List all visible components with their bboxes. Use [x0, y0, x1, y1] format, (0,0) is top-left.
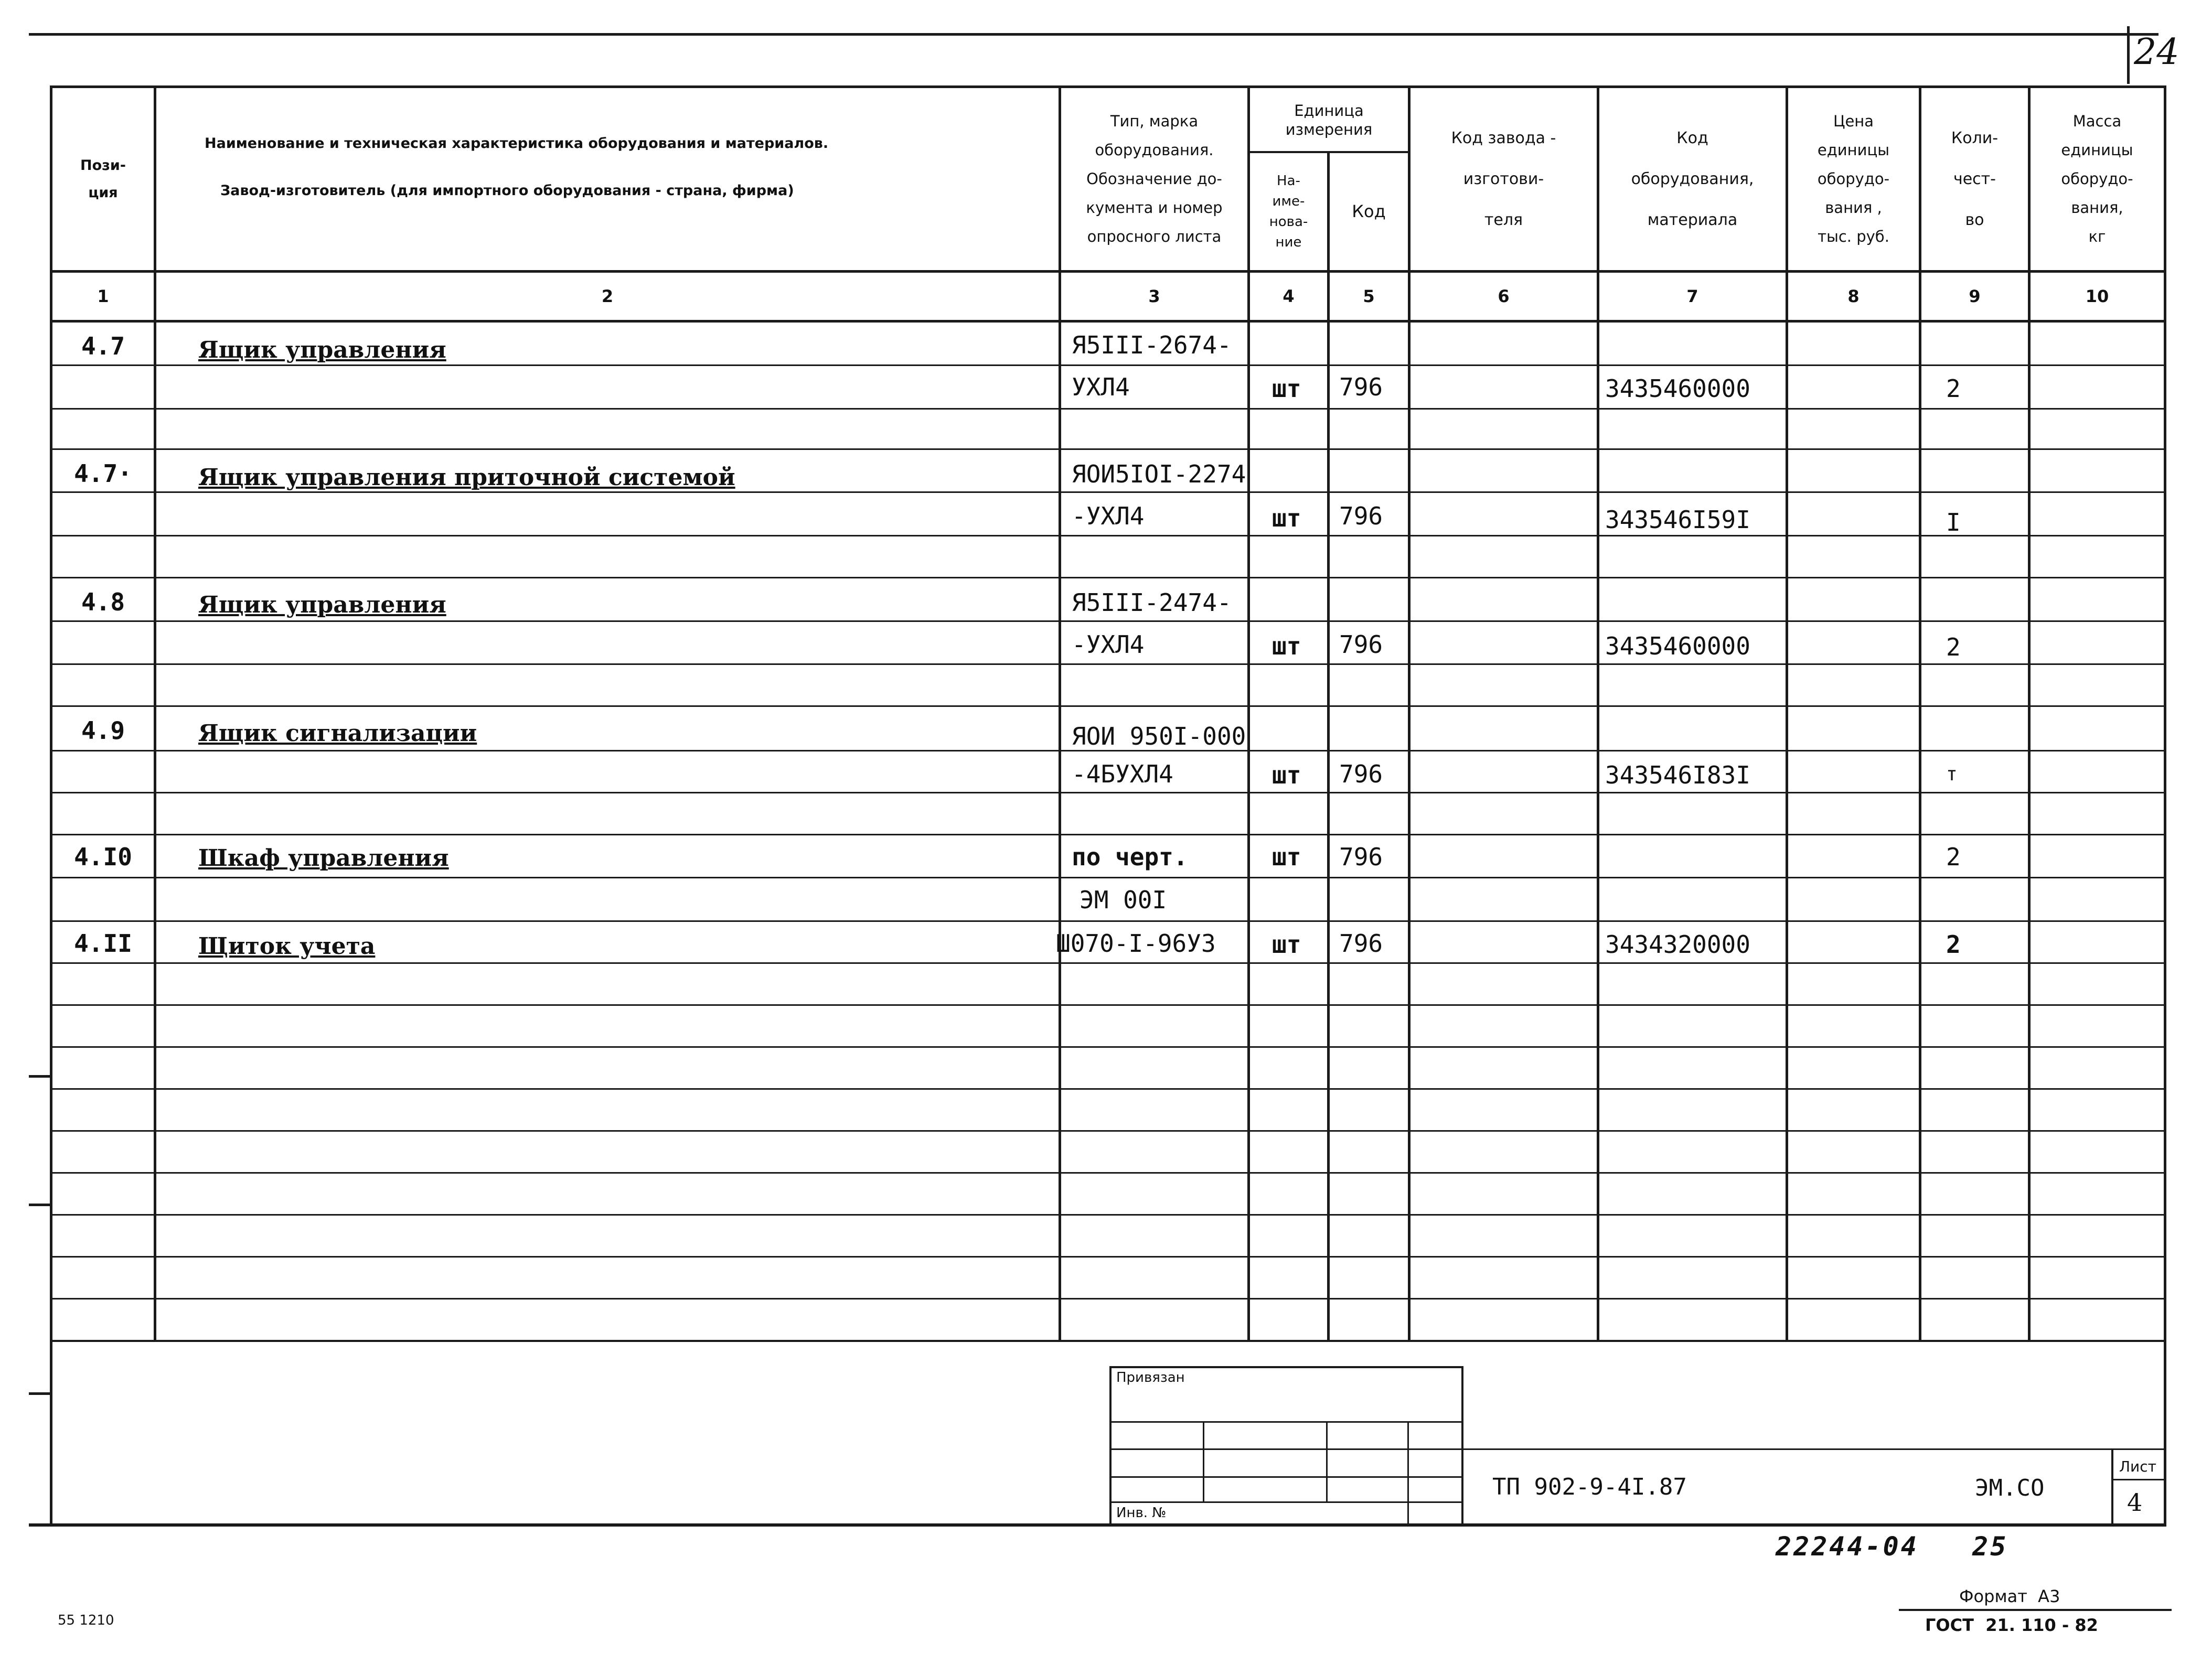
page-number-box-left [2127, 26, 2130, 84]
top-border-line [29, 33, 2158, 36]
column-number: 9 [1969, 286, 1981, 306]
table-border-bottom [29, 1523, 2166, 1527]
margin-tick [29, 1392, 50, 1395]
row-unit: шт [1272, 930, 1301, 959]
document-mark: ЭМ.СО [1975, 1475, 2045, 1501]
row-unit-code: 796 [1339, 843, 1383, 871]
column-number: 10 [2085, 286, 2109, 306]
header-col6: Код завода - изготови- теля [1451, 128, 1556, 229]
row-position: 4.7 [81, 332, 125, 360]
row-unit: шт [1272, 374, 1301, 403]
row-name: Щиток учета [198, 932, 376, 960]
row-unit-code: 796 [1339, 502, 1383, 530]
column-number: 6 [1498, 286, 1510, 306]
row-rule [50, 920, 2166, 922]
col-line [1327, 151, 1330, 1341]
page-number: 24 [2134, 31, 2179, 73]
stamp-line [1109, 1448, 1463, 1450]
sheet-label: Лист [2119, 1458, 2156, 1475]
row-quantity: 2 [1946, 843, 1961, 871]
column-number: 5 [1363, 286, 1375, 306]
row-rule [50, 408, 2166, 410]
row-unit: шт [1272, 843, 1301, 871]
row-type-line1: Ш070-I-96УЗ [1056, 929, 1216, 958]
column-number: 1 [97, 286, 109, 306]
table-border-right [2164, 85, 2166, 1525]
margin-tick [29, 1075, 50, 1078]
row-name: Ящик управления [198, 336, 446, 363]
row-rule [50, 1256, 2166, 1258]
row-rule [50, 1214, 2166, 1216]
row-rule [50, 834, 2166, 835]
stamp-line [1326, 1421, 1328, 1502]
row-rule [50, 877, 2166, 878]
column-number: 8 [1847, 286, 1860, 306]
row-unit: шт [1272, 632, 1301, 660]
row-quantity: 2 [1946, 374, 1961, 403]
format-label: Формат А3 [1959, 1586, 2060, 1606]
row-equipment-code: 3434320000 [1605, 930, 1750, 959]
header-col5: Код [1352, 201, 1386, 222]
row-type-line2: ЭМ 00I [1080, 886, 1167, 914]
row-rule [50, 1004, 2166, 1006]
stamp-privyazan-label: Привязан [1116, 1370, 1185, 1386]
header-col9: Коли- чест- во [1951, 128, 1999, 229]
row-name: Ящик сигнализации [198, 719, 477, 747]
column-number: 3 [1148, 286, 1160, 306]
stamp-line [1109, 1366, 1463, 1368]
row-equipment-code: 343546I83I [1605, 761, 1750, 789]
row-name: Ящик управления [198, 591, 446, 618]
header-col2-line2: Завод-изготовитель (для импортного оборудования - страна, фирма) [220, 182, 794, 199]
row-type-line1: Я5III-2474- [1072, 588, 1232, 617]
row-quantity: 2 [1946, 930, 1961, 959]
row-type-line2: -УХЛ4 [1072, 630, 1145, 659]
row-rule [50, 535, 2166, 536]
header-col10: Масса единицы оборудо- вания, кг [2061, 112, 2133, 246]
header-unit-group: Единица измерения [1285, 101, 1373, 138]
stamp-line [1461, 1366, 1463, 1523]
row-position: 4.7· [74, 459, 132, 488]
row-quantity: 2 [1946, 633, 1961, 661]
colnum-rule [50, 320, 2166, 323]
row-type-line1: Я5III-2674- [1072, 331, 1232, 359]
row-unit: шт [1272, 504, 1301, 532]
handwritten-number: 22244-04 25 [1776, 1531, 2008, 1562]
row-position: 4.8 [81, 588, 125, 616]
row-equipment-code: 3435460000 [1605, 374, 1750, 403]
row-rule [50, 1130, 2166, 1132]
row-rule [50, 1172, 2166, 1174]
document-code: ТП 902-9-4I.87 [1492, 1474, 1687, 1500]
row-unit: шт [1272, 761, 1301, 789]
header-col3: Тип, марка оборудования. Обозначение до- кумента и номер опросного листа [1086, 112, 1223, 246]
row-type-line2: -4БУХЛ4 [1072, 760, 1173, 788]
header-col7: Код оборудования, материала [1631, 128, 1754, 229]
row-rule [50, 705, 2166, 707]
stamp-line [1109, 1476, 1463, 1478]
row-position: 4.I0 [74, 843, 132, 871]
row-quantity: т [1946, 763, 1958, 785]
row-type-line2: УХЛ4 [1072, 373, 1130, 401]
row-rule [50, 1298, 2166, 1299]
row-name: Ящик управления приточной системой [198, 464, 735, 491]
row-rule [50, 577, 2166, 578]
stamp-line [1109, 1421, 1463, 1423]
header-col1: Пози- ция [80, 157, 126, 201]
row-position: 4.9 [81, 716, 125, 745]
sheet-number: 4 [2127, 1488, 2143, 1517]
stamp-line [1461, 1448, 2166, 1450]
row-unit-code: 796 [1339, 929, 1383, 958]
row-rule [50, 1340, 2166, 1342]
row-type-line1: ЯОИ 950I-000 [1072, 722, 1246, 750]
corner-code: 55 1210 [58, 1613, 114, 1628]
column-number: 7 [1686, 286, 1698, 306]
row-type-line1: по черт. [1072, 843, 1188, 871]
stamp-line [1203, 1421, 1204, 1502]
stamp-line [2111, 1448, 2113, 1524]
column-number: 4 [1283, 286, 1295, 306]
gost-rule [1899, 1609, 2172, 1611]
header-col2-line1: Наименование и техническая характеристика оборудования и материалов. [205, 135, 829, 152]
margin-tick [29, 1204, 50, 1206]
column-number: 2 [601, 286, 614, 306]
stamp-line [1109, 1501, 1463, 1503]
row-rule [50, 1088, 2166, 1090]
row-unit-code: 796 [1339, 760, 1383, 788]
row-position: 4.II [74, 929, 132, 958]
stamp-line [1407, 1421, 1409, 1523]
row-equipment-code: 343546I59I [1605, 506, 1750, 534]
row-name: Шкаф управления [198, 844, 449, 872]
gost-label: ГОСТ 21. 110 - 82 [1925, 1615, 2098, 1635]
row-type-line1: ЯОИ5IОI-2274 [1072, 460, 1246, 488]
row-rule [50, 663, 2166, 665]
header-col2 [157, 88, 1059, 270]
header-col8: Цена единицы оборудо- вания , тыс. руб. [1817, 112, 1890, 246]
row-unit-code: 796 [1339, 373, 1383, 401]
row-equipment-code: 3435460000 [1605, 632, 1750, 660]
row-unit-code: 796 [1339, 630, 1383, 659]
row-rule [50, 1046, 2166, 1048]
row-quantity: I [1946, 508, 1961, 536]
row-rule [50, 448, 2166, 450]
stamp-line [2111, 1479, 2166, 1480]
header-col4: На- име- нова- ние [1269, 173, 1308, 250]
stamp-line [1109, 1366, 1112, 1523]
stamp-inv-label: Инв. № [1116, 1505, 1167, 1521]
row-type-line2: -УХЛ4 [1072, 502, 1145, 530]
